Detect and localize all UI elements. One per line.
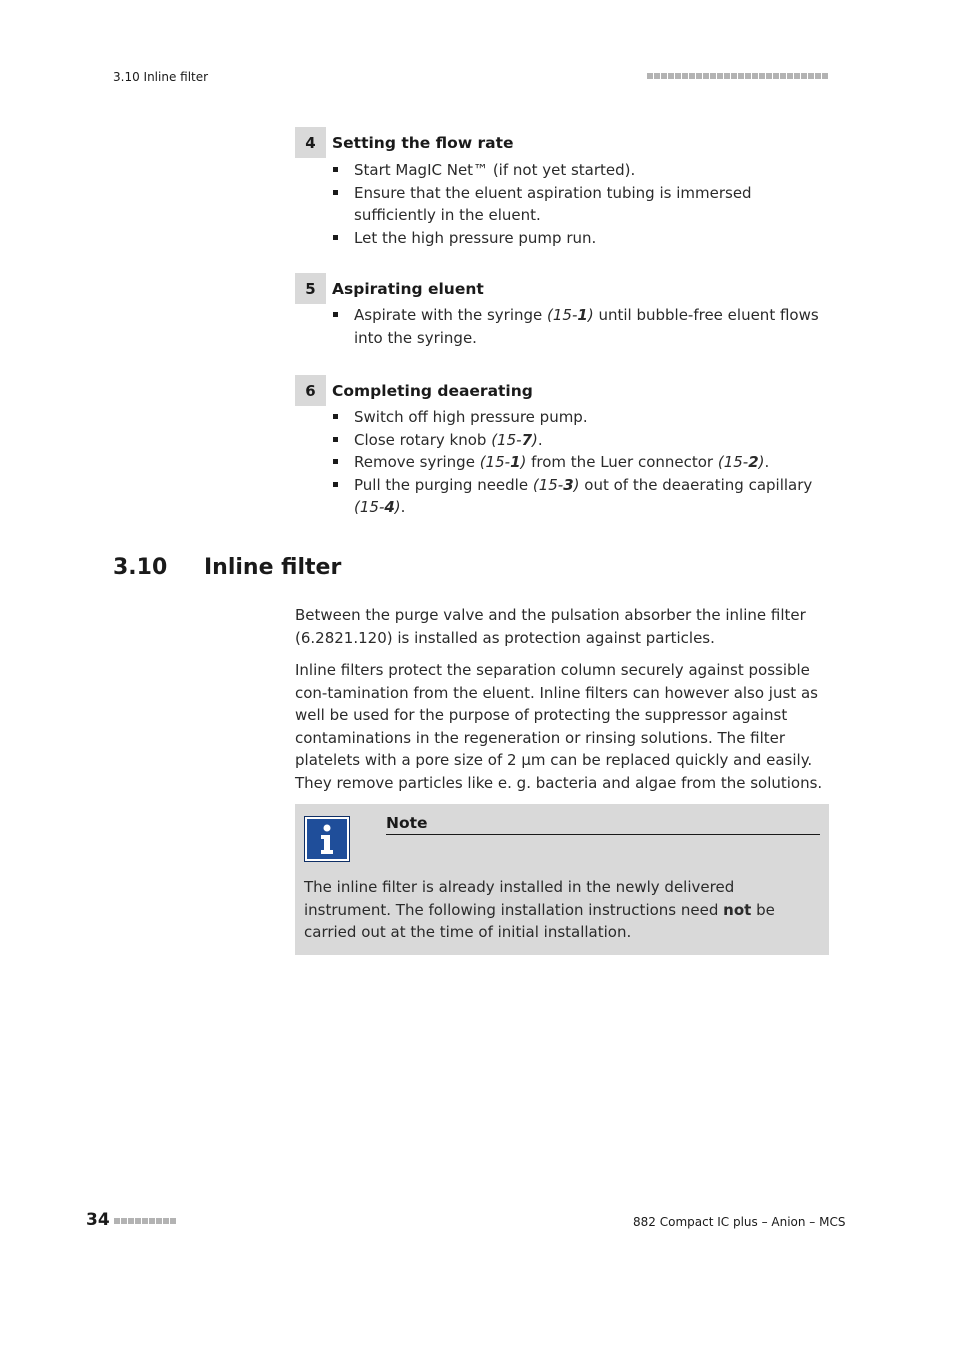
list-item: Pull the purging needle (15-3) out of the deaerating capillary (15-4). [295,474,829,519]
list-item: Start MagIC Net™ (if not yet started). [295,159,829,182]
figure-reference: (15-7) [491,430,538,449]
footer-decoration [114,1218,176,1224]
running-header: 3.10 Inline filter [113,70,209,84]
step-number: 4 [295,127,326,158]
step-title: Completing deaerating [332,381,533,400]
figure-reference: (15-1) [547,306,594,324]
figure-reference: (15-4) [354,498,401,516]
step-number: 5 [295,273,326,304]
list-item: Let the high pressure pump run. [295,227,829,250]
figure-reference: (15-2) [717,453,765,471]
page-number: 34 [86,1210,110,1230]
note-box [295,804,829,955]
step-number: 6 [295,375,326,406]
section-heading [113,555,341,580]
list-item: Aspirate with the syringe (15-1) until bubble-free eluent flows into the syringe. [295,304,829,349]
step-4 [295,127,829,249]
step-title: Setting the flow rate [332,133,514,152]
list-item: Switch off high pressure pump. [295,406,829,429]
header-decoration [647,73,828,79]
step-title: Aspirating eluent [332,279,484,298]
step-6 [295,375,829,519]
list-item: Remove syringe (15-1) from the Luer connector (15-2). [295,451,829,474]
section-title: Inline filter [204,555,342,580]
note-text: The inline filter is already installed in the newly delivered instrument. The following installation instructions need not be carried out at the time of initial installation. [304,878,775,941]
note-title: Note [386,814,820,835]
list-item: Ensure that the eluent aspiration tubing is immersed sufficiently in the eluent. [295,182,829,227]
paragraph-details: Inline filters protect the separation column securely against possible con-tamination from the eluent. Inline filters can however also just as well be used for the purpose of protecting the suppressor against contaminations in the regeneration or rinsing solutions. The filter platelets with a pore size of 2 µm can be replaced quickly and easily. They remove particles like e. g. bacteria and algae from the solutions. [295,661,823,792]
list-item: Close rotary knob (15-7). [295,429,829,452]
step-5 [295,273,829,349]
figure-reference: (15-1) [479,453,527,471]
figure-reference: (15-3) [532,475,580,494]
section-number: 3.10 [113,555,168,580]
info-icon [304,816,350,862]
paragraph-intro: Between the purge valve and the pulsation absorber the inline filter (6.2821.120) is installed as protection against particles. [295,606,806,647]
footer-product: 882 Compact IC plus – Anion – MCS [633,1215,846,1229]
